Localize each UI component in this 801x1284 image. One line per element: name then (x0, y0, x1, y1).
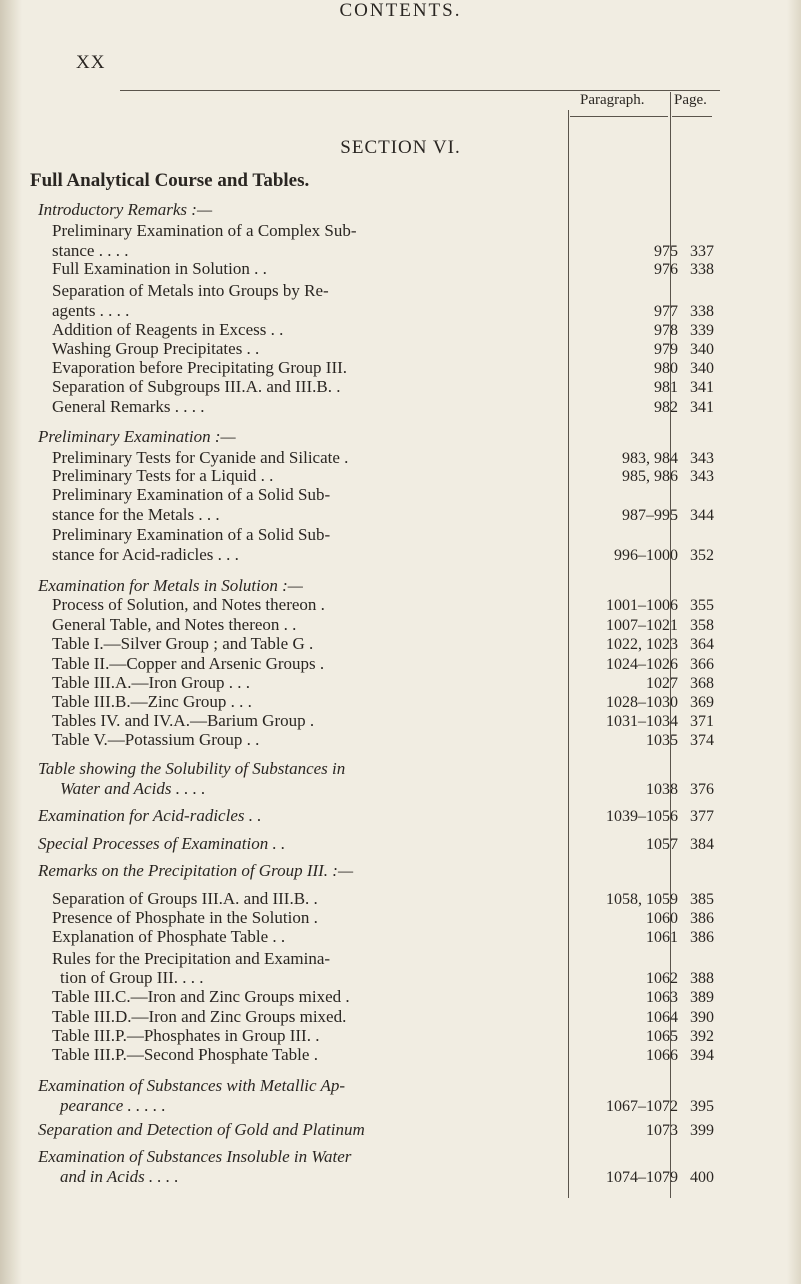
toc-page-ref: 385 (690, 891, 714, 908)
toc-entry: Table III.P.—Second Phosphate Table . (52, 1045, 318, 1064)
toc-paragraph-ref: 1063 (646, 989, 678, 1006)
toc-page-ref: 374 (690, 732, 714, 749)
toc-page-ref: 394 (690, 1047, 714, 1064)
toc-entry: Table III.B.—Zinc Group . . . (52, 692, 252, 711)
toc-entry: agents . . . . (52, 301, 130, 320)
toc-page-ref: 377 (690, 808, 714, 825)
paragraph-column-rule (568, 110, 569, 1198)
toc-paragraph-ref: 1035 (646, 732, 678, 749)
toc-paragraph-ref: 980 (654, 360, 678, 377)
toc-paragraph-ref: 1028–1030 (606, 694, 678, 711)
toc-paragraph-ref: 1057 (646, 836, 678, 853)
toc-paragraph-ref: 981 (654, 379, 678, 396)
toc-page-ref: 344 (690, 507, 714, 524)
toc-entry: Washing Group Precipitates . . (52, 339, 260, 358)
toc-entry: Table III.P.—Phosphates in Group III. . (52, 1026, 320, 1045)
toc-page-ref: 390 (690, 1009, 714, 1026)
toc-page-ref: 369 (690, 694, 714, 711)
toc-entry: General Table, and Notes thereon . . (52, 615, 297, 634)
toc-entry: Table III.A.—Iron Group . . . (52, 673, 251, 692)
toc-entry: Process of Solution, and Notes thereon . (52, 595, 325, 614)
toc-paragraph-ref: 987–995 (622, 507, 678, 524)
toc-entry: Presence of Phosphate in the Solution . (52, 908, 318, 927)
toc-entry: Preliminary Tests for Cyanide and Silicate . (52, 448, 349, 467)
toc-paragraph-ref: 1039–1056 (606, 808, 678, 825)
toc-paragraph-ref: 1024–1026 (606, 656, 678, 673)
toc-entry: Examination for Metals in Solution :— (38, 576, 303, 595)
toc-paragraph-ref: 1064 (646, 1009, 678, 1026)
toc-page-ref: 376 (690, 781, 714, 798)
toc-page-ref: 343 (690, 468, 714, 485)
toc-paragraph-ref: 975 (654, 243, 678, 260)
toc-paragraph-ref: 976 (654, 261, 678, 278)
toc-paragraph-ref: 1022, 1023 (606, 636, 678, 653)
toc-entry: Water and Acids . . . . (60, 779, 206, 798)
toc-page-ref: 341 (690, 379, 714, 396)
toc-entry: Evaporation before Precipitating Group III. (52, 358, 348, 377)
toc-paragraph-ref: 1062 (646, 970, 678, 987)
toc-page-ref: 399 (690, 1122, 714, 1139)
toc-entry: Preliminary Examination of a Complex Sub- (52, 221, 357, 240)
toc-entry: pearance . . . . . (60, 1096, 166, 1115)
toc-page-ref: 343 (690, 450, 714, 467)
toc-paragraph-ref: 1061 (646, 929, 678, 946)
toc-entry: Examination of Substances with Metallic Ap- (38, 1076, 346, 1095)
toc-page-ref: 340 (690, 341, 714, 358)
toc-page-ref: 341 (690, 399, 714, 416)
toc-entry: Preliminary Examination of a Solid Sub- (52, 525, 331, 544)
toc-entry: Rules for the Precipitation and Examina- (52, 949, 331, 968)
page-edge (787, 0, 801, 1284)
toc-page-ref: 389 (690, 989, 714, 1006)
paragraph-column-underline (570, 116, 668, 117)
toc-paragraph-ref: 1001–1006 (606, 597, 678, 614)
toc-paragraph-ref: 1027 (646, 675, 678, 692)
toc-entry: stance for the Metals . . . (52, 505, 220, 524)
column-header-paragraph: Paragraph. (580, 92, 645, 108)
header-rule (120, 90, 720, 91)
toc-paragraph-ref: 1031–1034 (606, 713, 678, 730)
toc-entry: Table III.C.—Iron and Zinc Groups mixed . (52, 987, 350, 1006)
toc-paragraph-ref: 985, 986 (622, 468, 678, 485)
toc-entry: Separation and Detection of Gold and Platinum (38, 1120, 365, 1139)
toc-page-ref: 337 (690, 243, 714, 260)
toc-paragraph-ref: 977 (654, 303, 678, 320)
toc-paragraph-ref: 979 (654, 341, 678, 358)
toc-paragraph-ref: 1074–1079 (606, 1169, 678, 1186)
toc-entry: stance for Acid-radicles . . . (52, 545, 239, 564)
toc-entry: Tables IV. and IV.A.—Barium Group . (52, 711, 315, 730)
toc-paragraph-ref: 1073 (646, 1122, 678, 1139)
running-page-number: XX (76, 52, 106, 73)
toc-paragraph-ref: 1065 (646, 1028, 678, 1045)
toc-entry: Preliminary Examination :— (38, 427, 236, 446)
toc-entry: Table showing the Solubility of Substances in (38, 759, 346, 778)
toc-entry: Table II.—Copper and Arsenic Groups . (52, 654, 325, 673)
page-column-underline (672, 116, 712, 117)
toc-paragraph-ref: 983, 984 (622, 450, 678, 467)
toc-entry: Examination of Substances Insoluble in Water (38, 1147, 352, 1166)
toc-page-ref: 368 (690, 675, 714, 692)
toc-paragraph-ref: 1066 (646, 1047, 678, 1064)
toc-entry: tion of Group III. . . . (60, 968, 204, 987)
toc-page-ref: 355 (690, 597, 714, 614)
toc-paragraph-ref: 1007–1021 (606, 617, 678, 634)
toc-entry: and in Acids . . . . (60, 1167, 179, 1186)
toc-paragraph-ref: 982 (654, 399, 678, 416)
toc-page-ref: 352 (690, 547, 714, 564)
toc-entry: Preliminary Tests for a Liquid . . (52, 466, 274, 485)
toc-page-ref: 364 (690, 636, 714, 653)
toc-entry: Addition of Reagents in Excess . . (52, 320, 284, 339)
toc-entry: Table V.—Potassium Group . . (52, 730, 260, 749)
toc-entry: Separation of Metals into Groups by Re- (52, 281, 329, 300)
toc-entry: Examination for Acid-radicles . . (38, 806, 262, 825)
section-heading: SECTION VI. (340, 137, 461, 158)
toc-page-ref: 400 (690, 1169, 714, 1186)
column-header-page: Page. (674, 92, 707, 108)
toc-page-ref: 366 (690, 656, 714, 673)
toc-page-ref: 384 (690, 836, 714, 853)
toc-page-ref: 358 (690, 617, 714, 634)
toc-page-ref: 392 (690, 1028, 714, 1045)
toc-page-ref: 371 (690, 713, 714, 730)
toc-page-ref: 386 (690, 929, 714, 946)
toc-entry: Table I.—Silver Group ; and Table G . (52, 634, 314, 653)
toc-page-ref: 388 (690, 970, 714, 987)
toc-entry: Separation of Subgroups III.A. and III.B. . (52, 377, 341, 396)
toc-page-ref: 338 (690, 303, 714, 320)
chapter-heading: Full Analytical Course and Tables. (30, 170, 310, 191)
toc-paragraph-ref: 1067–1072 (606, 1098, 678, 1115)
toc-entry: Separation of Groups III.A. and III.B. . (52, 889, 318, 908)
toc-entry: stance . . . . (52, 241, 129, 260)
toc-entry: Special Processes of Examination . . (38, 834, 286, 853)
toc-entry: Remarks on the Precipitation of Group III. :— (38, 861, 354, 880)
toc-entry: Full Examination in Solution . . (52, 259, 267, 278)
toc-entry: Explanation of Phosphate Table . . (52, 927, 286, 946)
toc-paragraph-ref: 978 (654, 322, 678, 339)
toc-page-ref: 339 (690, 322, 714, 339)
toc-page-ref: 338 (690, 261, 714, 278)
toc-page-ref: 386 (690, 910, 714, 927)
toc-entry: Preliminary Examination of a Solid Sub- (52, 485, 331, 504)
toc-paragraph-ref: 1060 (646, 910, 678, 927)
page-gutter (0, 0, 22, 1284)
toc-entry: General Remarks . . . . (52, 397, 205, 416)
running-title: CONTENTS. (339, 0, 462, 21)
toc-paragraph-ref: 1058, 1059 (606, 891, 678, 908)
toc-entry: Introductory Remarks :— (38, 200, 213, 219)
toc-entry: Table III.D.—Iron and Zinc Groups mixed. (52, 1007, 347, 1026)
toc-page-ref: 340 (690, 360, 714, 377)
toc-paragraph-ref: 996–1000 (614, 547, 678, 564)
toc-paragraph-ref: 1038 (646, 781, 678, 798)
toc-page-ref: 395 (690, 1098, 714, 1115)
